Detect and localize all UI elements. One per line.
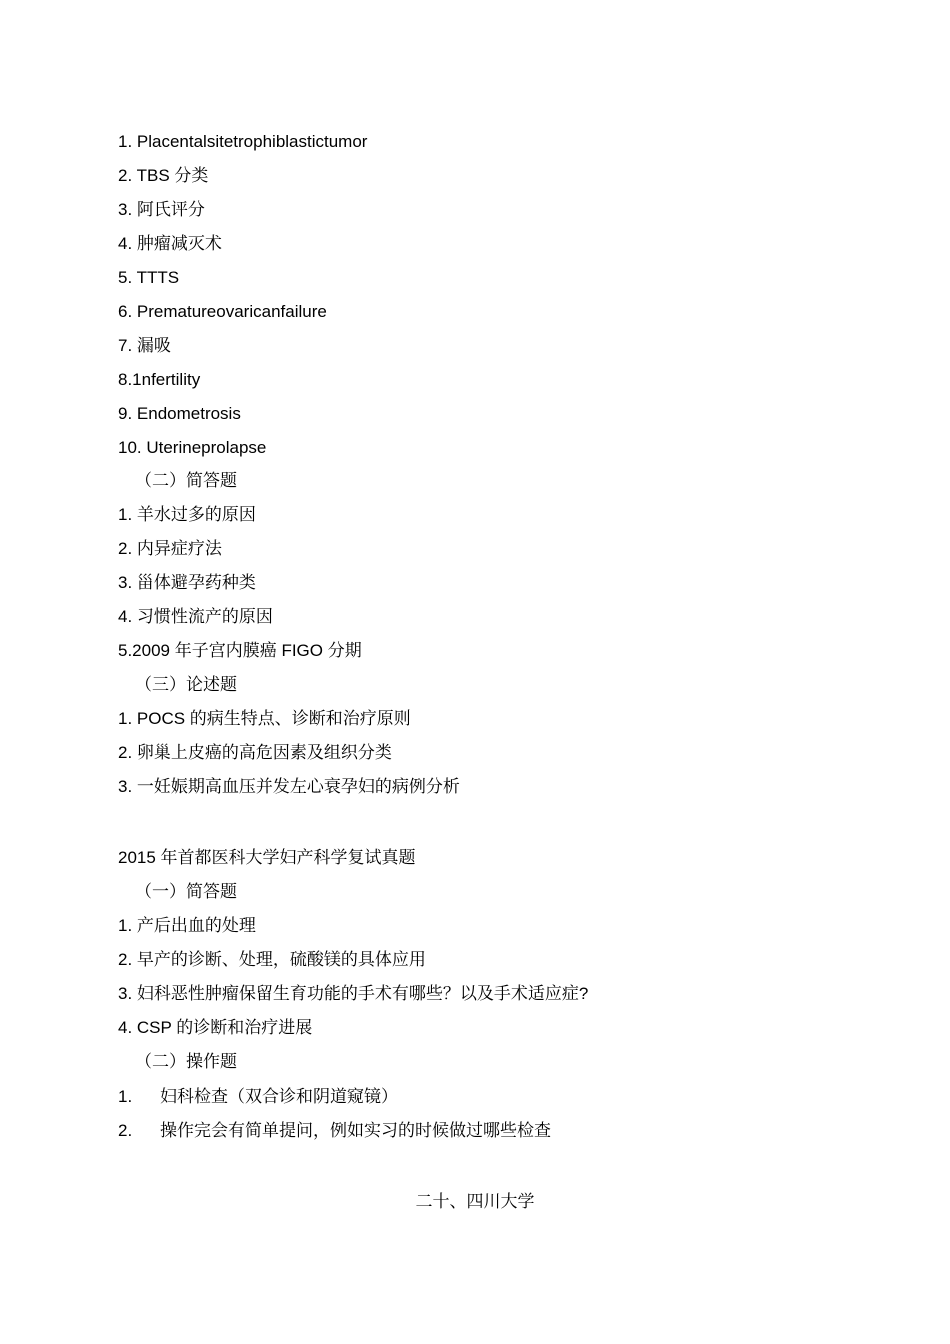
list-item: 4. CSP 的诊断和治疗进展 [118, 1018, 313, 1037]
list-item [118, 1086, 398, 1108]
list-item: 10. Uterineprolapse [118, 438, 267, 457]
list-item: 7. 漏吸 [118, 336, 171, 355]
section-heading: （一）简答题 [135, 882, 237, 901]
list-item: 2. 早产的诊断、处理，硫酸镁的具体应用 [118, 950, 426, 969]
list-item: 1. Placentalsitetrophiblastictumor [118, 132, 368, 151]
list-item-text: 妇科检查（双合诊和阴道窥镜） [160, 1087, 398, 1106]
list-item: 2. TBS 分类 [118, 166, 209, 185]
section-heading: （三）论述题 [135, 675, 237, 694]
list-item: 9. Endometrosis [118, 404, 241, 423]
section-title: 2015 年首都医科大学妇产科学复试真题 [118, 848, 416, 867]
list-item: 2. 内异症疗法 [118, 539, 222, 558]
list-item: 1. 羊水过多的原因 [118, 505, 256, 524]
list-item: 3. 一妊娠期高血压并发左心衰孕妇的病例分析 [118, 777, 460, 796]
list-item: 4. 习惯性流产的原因 [118, 607, 273, 626]
list-item: 6. Prematureovaricanfailure [118, 302, 327, 321]
list-item: 3. 甾体避孕药种类 [118, 573, 256, 592]
list-item: 1. 产后出血的处理 [118, 916, 256, 935]
list-item: 3. 妇科恶性肿瘤保留生育功能的手术有哪些？以及手术适应症? [118, 984, 589, 1003]
list-item: 3. 阿氏评分 [118, 200, 205, 219]
section-heading: （二）简答题 [135, 471, 237, 490]
list-item: 8.1nfertility [118, 370, 201, 389]
list-item: 1. POCS 的病生特点、诊断和治疗原则 [118, 709, 411, 728]
list-item [118, 1120, 551, 1142]
list-item: 4. 肿瘤减灭术 [118, 234, 222, 253]
list-item: 5. TTTS [118, 268, 180, 287]
list-item-number: 1. [118, 1087, 133, 1106]
list-item-text: 操作完会有简单提问，例如实习的时候做过哪些检查 [160, 1121, 551, 1140]
list-item-number: 2. [118, 1121, 133, 1140]
list-item: 2. 卵巢上皮癌的高危因素及组织分类 [118, 743, 392, 762]
section-heading: （二）操作题 [135, 1052, 237, 1071]
next-section-title: 二十、四川大学 [415, 1192, 535, 1211]
list-item: 5.2009 年子宫内膜癌 FIGO 分期 [118, 641, 362, 660]
